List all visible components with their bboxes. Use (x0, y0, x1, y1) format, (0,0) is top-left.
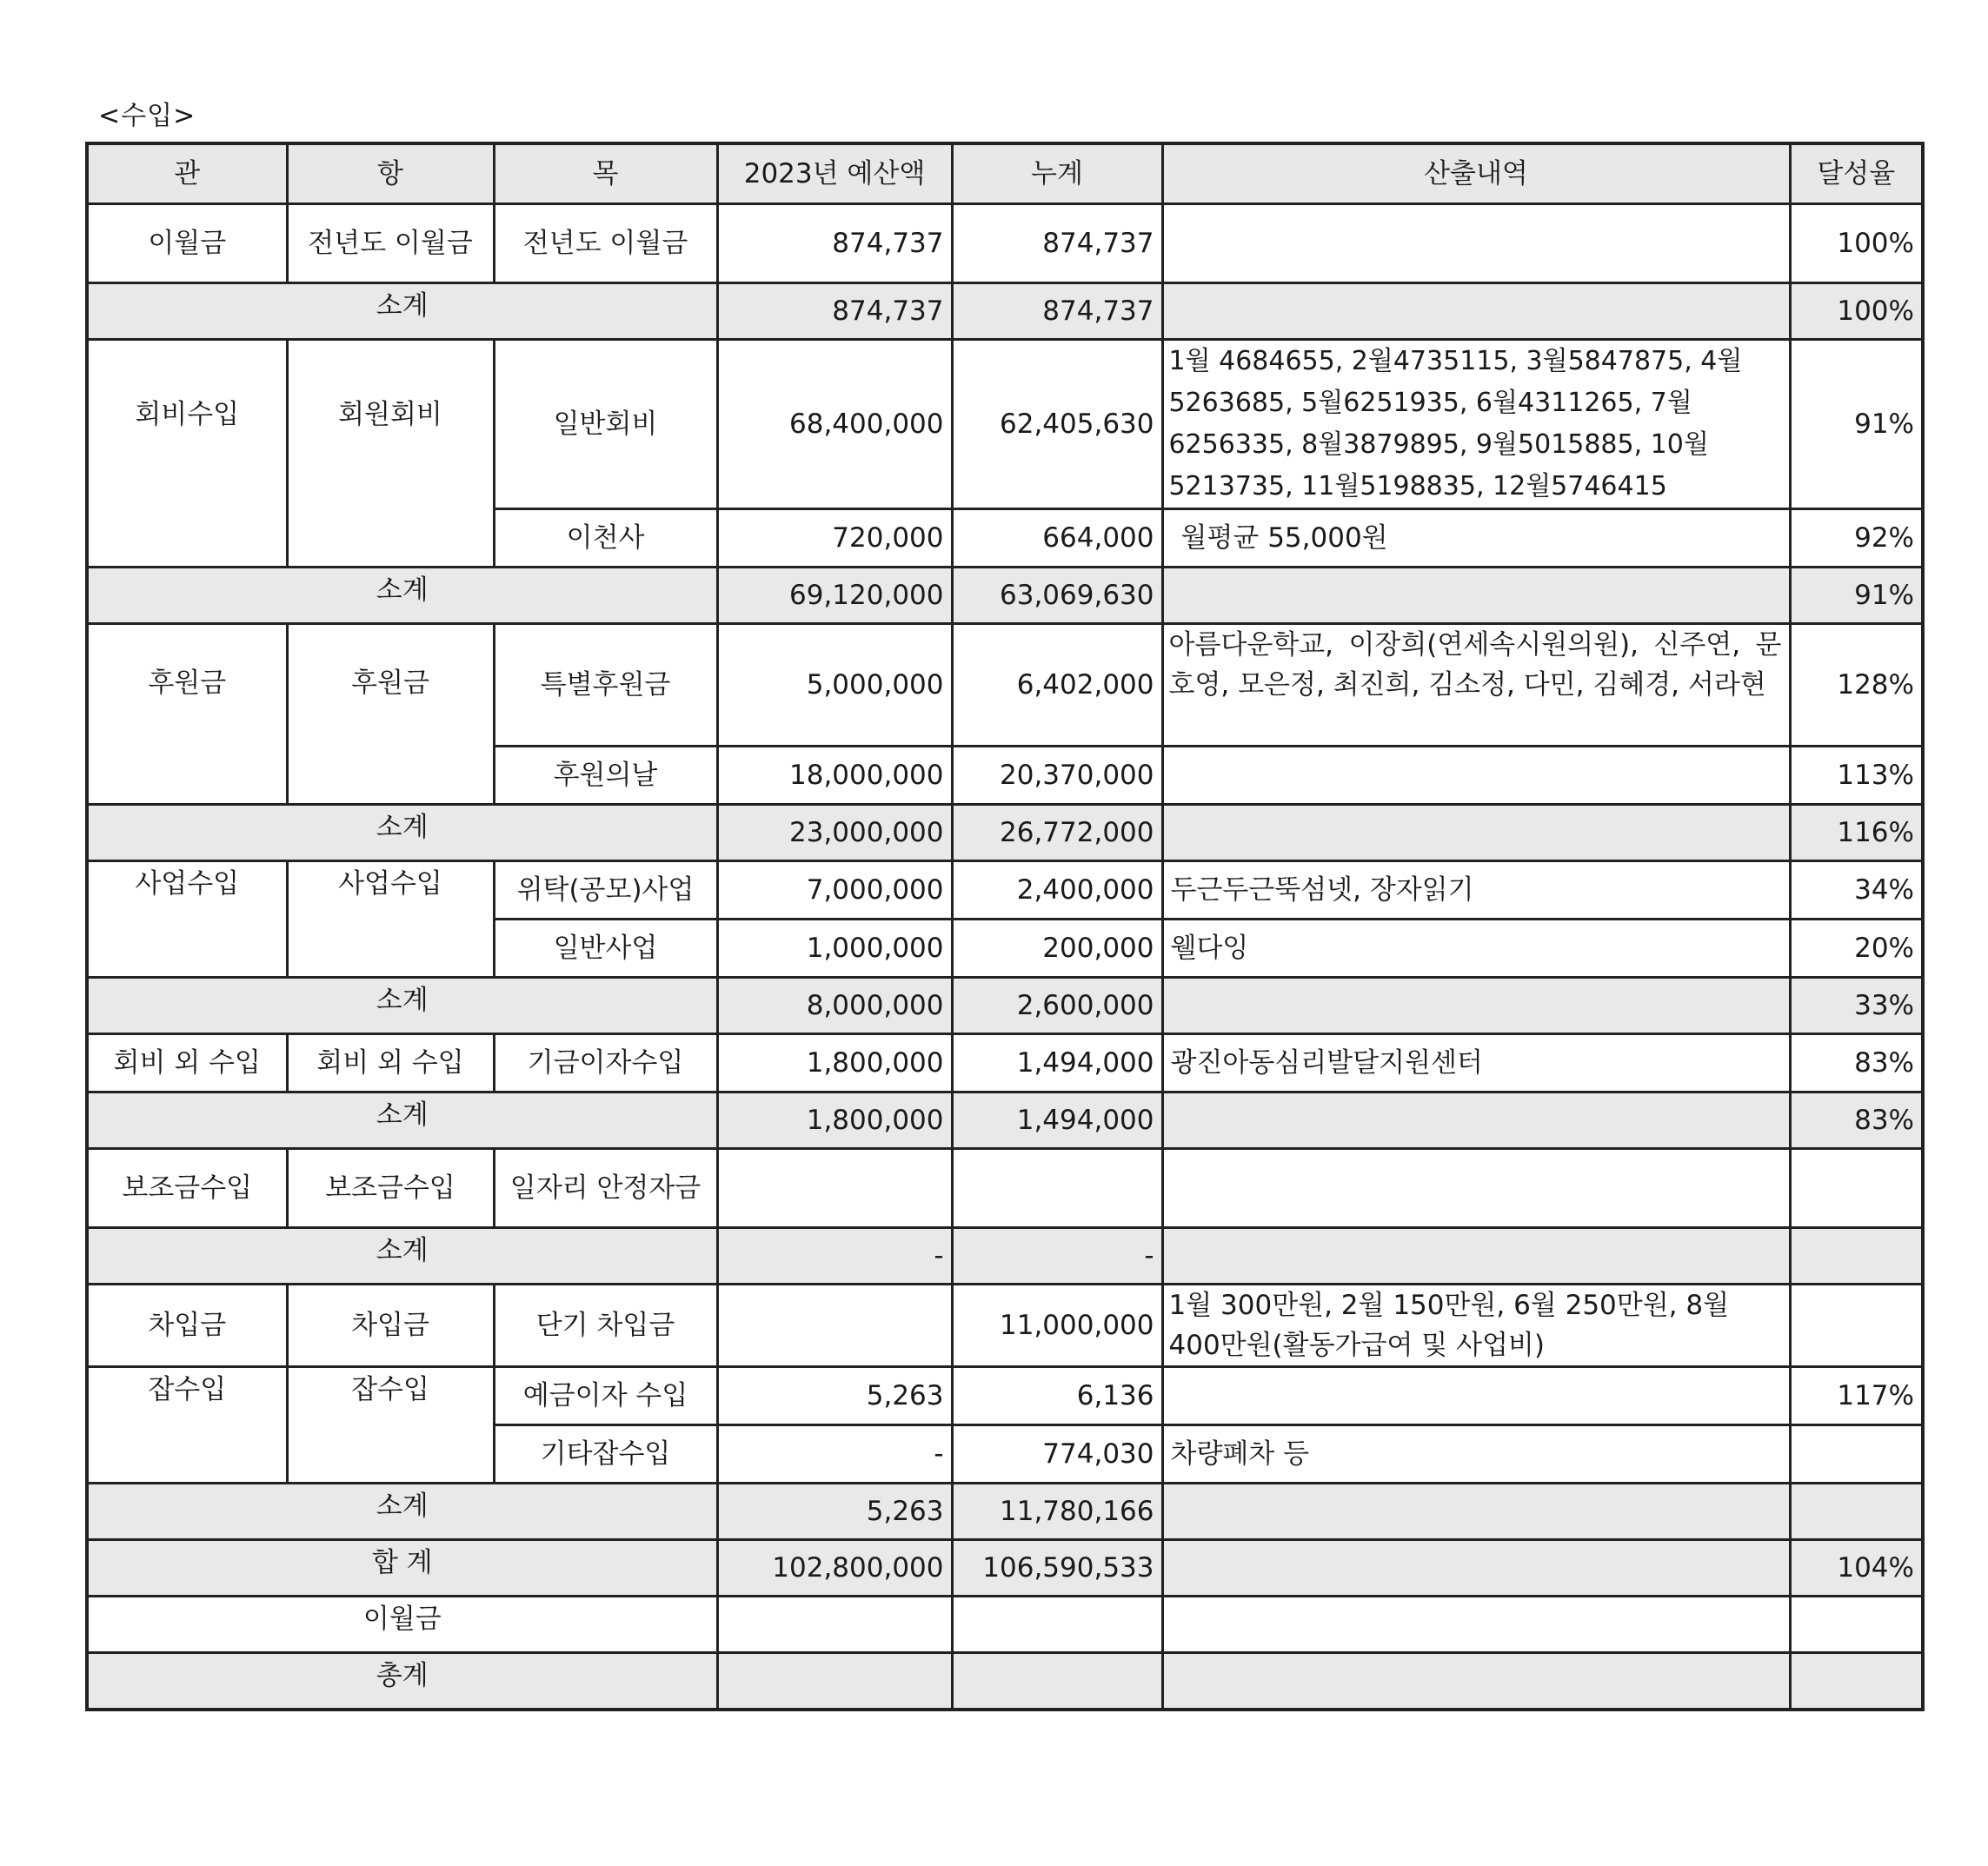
cell-detail (1162, 805, 1790, 861)
cell-budget: 1,000,000 (717, 920, 952, 978)
cell-budget: 69,120,000 (717, 568, 952, 624)
cell-total: 6,402,000 (952, 624, 1162, 747)
cell-detail (1162, 1228, 1790, 1285)
cell-total (952, 1653, 1162, 1710)
subtotal-row (87, 1228, 1923, 1285)
cell-budget: 1,800,000 (717, 1034, 952, 1092)
cell-hang: 회원회비 (287, 340, 494, 568)
cell-rate: 83% (1790, 1034, 1923, 1092)
cell-gwan: 잡수입 (87, 1367, 287, 1484)
cell-rate (1790, 1653, 1923, 1710)
cell-detail: 1월 4684655, 2월4735115, 3월5847875, 4월5263685, 5월6251935, 6월4311265, 7월6256335, 8월3879895, 9월5015885, 10월5213735, 11월5198835, 12월5746415 (1162, 340, 1790, 509)
cell-mok: 예금이자 수입 (494, 1367, 717, 1425)
header-row (87, 143, 1923, 204)
cell-hang: 사업수입 (287, 861, 494, 978)
cell-total: 26,772,000 (952, 805, 1162, 861)
cell-detail (1162, 747, 1790, 805)
table-row (87, 861, 1923, 920)
table-row (87, 340, 1923, 509)
cell-mok: 일자리 안정자금 (494, 1149, 717, 1228)
header-detail: 산출내역 (1162, 143, 1790, 204)
cell-budget: 18,000,000 (717, 747, 952, 805)
cell-detail (1162, 1092, 1790, 1149)
cell-total: 2,600,000 (952, 978, 1162, 1034)
cell-detail (1162, 1597, 1790, 1653)
cell-detail (1162, 1367, 1790, 1425)
cell-rate (1790, 1285, 1923, 1367)
final-total-row (87, 1653, 1923, 1710)
subtotal-label: 소계 (87, 1484, 717, 1540)
cell-budget: 5,263 (717, 1484, 952, 1540)
cell-rate: 128% (1790, 624, 1923, 747)
table-row (87, 624, 1923, 747)
cell-total: 200,000 (952, 920, 1162, 978)
grand-total-label: 합 계 (87, 1540, 717, 1597)
page-title: <수입> (98, 101, 196, 131)
cell-detail (1162, 568, 1790, 624)
cell-gwan: 보조금수입 (87, 1149, 287, 1228)
cell-total: 62,405,630 (952, 340, 1162, 509)
cell-gwan: 회비 외 수입 (87, 1034, 287, 1092)
cell-budget: 7,000,000 (717, 861, 952, 920)
cell-detail (1162, 1653, 1790, 1710)
header-budget: 2023년 예산액 (717, 143, 952, 204)
cell-detail: 1월 300만원, 2월 150만원, 6월 250만원, 8월 400만원(활동가급여 및 사업비) (1162, 1285, 1790, 1367)
cell-budget: 102,800,000 (717, 1540, 952, 1597)
subtotal-label: 소계 (87, 978, 717, 1034)
cell-detail (1162, 1484, 1790, 1540)
cell-total: 1,494,000 (952, 1034, 1162, 1092)
cell-mok: 기금이자수입 (494, 1034, 717, 1092)
cell-rate: 117% (1790, 1367, 1923, 1425)
subtotal-label: 소계 (87, 568, 717, 624)
cell-total: 874,737 (952, 283, 1162, 340)
cell-hang: 차입금 (287, 1285, 494, 1367)
carryover-label: 이월금 (87, 1597, 717, 1653)
cell-budget (717, 1653, 952, 1710)
cell-total: 11,000,000 (952, 1285, 1162, 1367)
cell-rate: 91% (1790, 340, 1923, 509)
cell-rate (1790, 1149, 1923, 1228)
cell-budget: 5,263 (717, 1367, 952, 1425)
cell-detail: 두근두근뚝섬넷, 장자읽기 (1162, 861, 1790, 920)
subtotal-label: 소계 (87, 283, 717, 340)
cell-budget: 68,400,000 (717, 340, 952, 509)
table-row (87, 1285, 1923, 1367)
cell-budget: 720,000 (717, 509, 952, 568)
subtotal-row (87, 1484, 1923, 1540)
cell-rate: 92% (1790, 509, 1923, 568)
cell-mok: 후원의날 (494, 747, 717, 805)
cell-hang: 잡수입 (287, 1367, 494, 1484)
cell-detail (1162, 283, 1790, 340)
cell-mok: 일반사업 (494, 920, 717, 978)
subtotal-row (87, 283, 1923, 340)
cell-gwan: 사업수입 (87, 861, 287, 978)
cell-rate (1790, 1484, 1923, 1540)
header-total: 누계 (952, 143, 1162, 204)
cell-total: 6,136 (952, 1367, 1162, 1425)
cell-budget: - (717, 1228, 952, 1285)
cell-budget: 874,737 (717, 283, 952, 340)
cell-detail (1162, 1540, 1790, 1597)
table-row (87, 204, 1923, 283)
cell-rate: 100% (1790, 204, 1923, 283)
cell-total (952, 1149, 1162, 1228)
cell-detail (1162, 204, 1790, 283)
cell-hang: 회비 외 수입 (287, 1034, 494, 1092)
cell-hang: 후원금 (287, 624, 494, 805)
income-table (85, 142, 1925, 1711)
cell-total (952, 1597, 1162, 1653)
carryover-row (87, 1597, 1923, 1653)
header-mok: 목 (494, 143, 717, 204)
subtotal-row (87, 1092, 1923, 1149)
cell-gwan: 회비수입 (87, 340, 287, 568)
subtotal-label: 소계 (87, 1092, 717, 1149)
cell-detail (1162, 1149, 1790, 1228)
cell-mok: 단기 차입금 (494, 1285, 717, 1367)
cell-rate (1790, 1228, 1923, 1285)
cell-total: 106,590,533 (952, 1540, 1162, 1597)
cell-total: 1,494,000 (952, 1092, 1162, 1149)
cell-rate (1790, 1597, 1923, 1653)
cell-detail: 월평균 55,000원 (1162, 509, 1790, 568)
subtotal-row (87, 805, 1923, 861)
cell-rate: 34% (1790, 861, 1923, 920)
cell-budget: - (717, 1425, 952, 1484)
final-total-label: 총계 (87, 1653, 717, 1710)
cell-rate: 20% (1790, 920, 1923, 978)
cell-total: - (952, 1228, 1162, 1285)
cell-budget: 1,800,000 (717, 1092, 952, 1149)
cell-detail (1162, 978, 1790, 1034)
cell-hang: 전년도 이월금 (287, 204, 494, 283)
cell-mok: 일반회비 (494, 340, 717, 509)
header-rate: 달성율 (1790, 143, 1923, 204)
cell-rate: 104% (1790, 1540, 1923, 1597)
cell-total: 11,780,166 (952, 1484, 1162, 1540)
cell-budget (717, 1597, 952, 1653)
cell-budget: 874,737 (717, 204, 952, 283)
header-hang: 항 (287, 143, 494, 204)
cell-gwan: 이월금 (87, 204, 287, 283)
cell-mok: 특별후원금 (494, 624, 717, 747)
cell-total: 774,030 (952, 1425, 1162, 1484)
cell-hang: 보조금수입 (287, 1149, 494, 1228)
subtotal-row (87, 978, 1923, 1034)
cell-detail: 아름다운학교, 이장희(연세속시원의원), 신주연, 문호영, 모은정, 최진희, 김소정, 다민, 김혜경, 서라현 (1162, 624, 1790, 747)
subtotal-label: 소계 (87, 805, 717, 861)
cell-mok: 기타잡수입 (494, 1425, 717, 1484)
cell-total: 63,069,630 (952, 568, 1162, 624)
cell-budget: 5,000,000 (717, 624, 952, 747)
cell-rate: 91% (1790, 568, 1923, 624)
table-row (87, 1034, 1923, 1092)
cell-budget: 23,000,000 (717, 805, 952, 861)
cell-rate (1790, 1425, 1923, 1484)
cell-total: 2,400,000 (952, 861, 1162, 920)
cell-detail: 웰다잉 (1162, 920, 1790, 978)
cell-mok: 이천사 (494, 509, 717, 568)
cell-detail: 광진아동심리발달지원센터 (1162, 1034, 1790, 1092)
cell-detail: 차량폐차 등 (1162, 1425, 1790, 1484)
cell-budget (717, 1285, 952, 1367)
cell-rate: 116% (1790, 805, 1923, 861)
cell-rate: 113% (1790, 747, 1923, 805)
cell-gwan: 차입금 (87, 1285, 287, 1367)
subtotal-label: 소계 (87, 1228, 717, 1285)
cell-total: 20,370,000 (952, 747, 1162, 805)
cell-rate: 100% (1790, 283, 1923, 340)
cell-budget: 8,000,000 (717, 978, 952, 1034)
table-row (87, 1367, 1923, 1425)
header-gwan: 관 (87, 143, 287, 204)
cell-rate: 33% (1790, 978, 1923, 1034)
subtotal-row (87, 568, 1923, 624)
cell-total: 874,737 (952, 204, 1162, 283)
cell-mok: 전년도 이월금 (494, 204, 717, 283)
cell-gwan: 후원금 (87, 624, 287, 805)
table-row (87, 1149, 1923, 1228)
cell-budget (717, 1149, 952, 1228)
cell-mok: 위탁(공모)사업 (494, 861, 717, 920)
cell-rate: 83% (1790, 1092, 1923, 1149)
grand-total-row (87, 1540, 1923, 1597)
cell-total: 664,000 (952, 509, 1162, 568)
